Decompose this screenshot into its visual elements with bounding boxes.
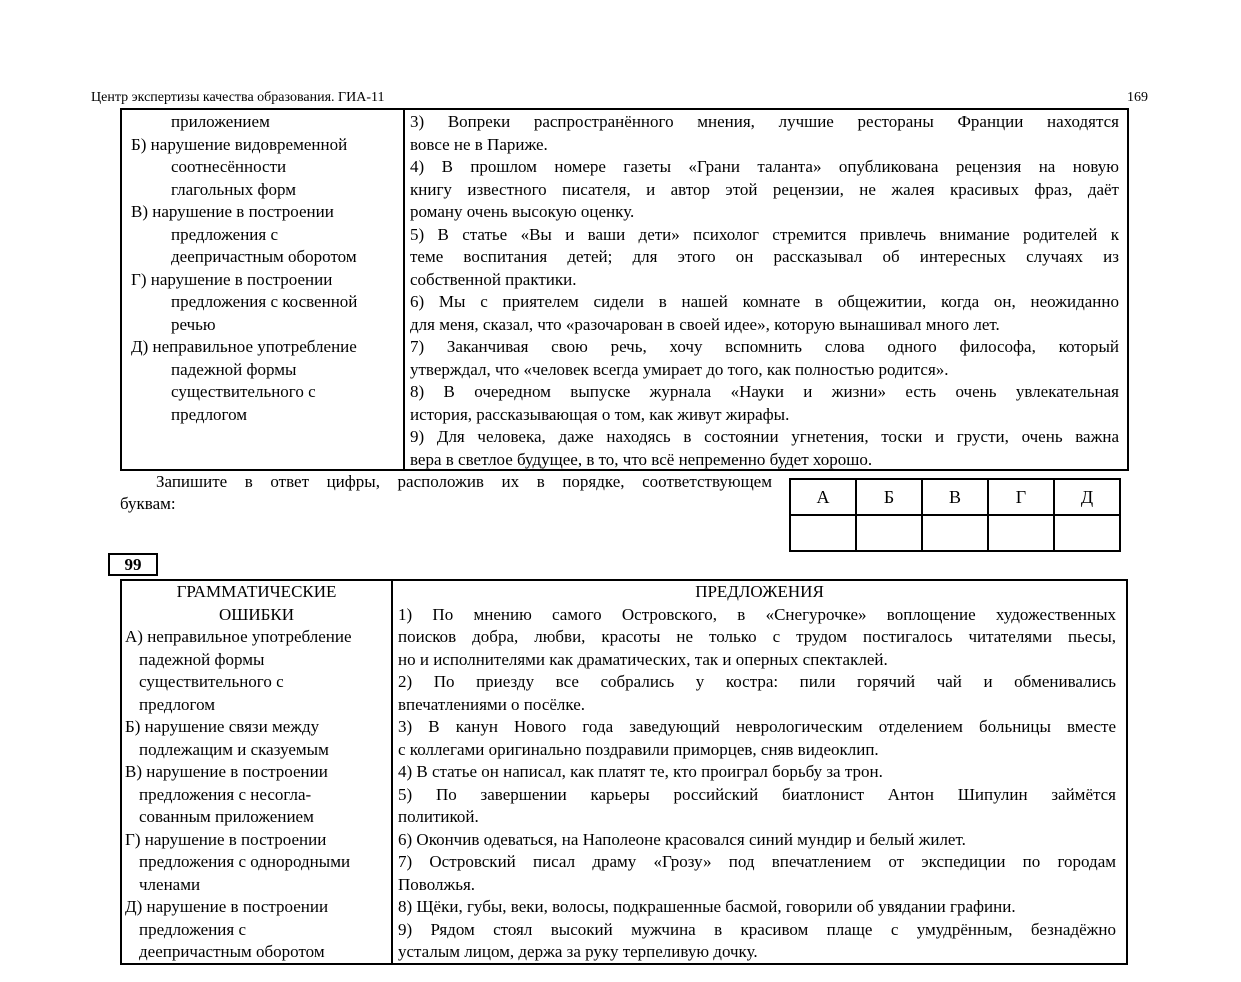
- error-type-line: предложения с косвенной: [171, 292, 358, 311]
- sentence-line: вера в светлое будущее, в то, что всё непременно будет хорошо.: [410, 449, 873, 469]
- error-type-line: Г) нарушение в построении: [131, 269, 333, 289]
- error-type-line: Г) нарушение в построении: [125, 829, 327, 849]
- sentence-line: 7) Заканчивая свою речь, хочу вспомнить слова одного философа, который: [410, 337, 1119, 356]
- answer-input-cell[interactable]: [922, 515, 988, 551]
- sentence-line: поисков добра, любви, красоты не только с трудом постигалось читателями пьесы,: [398, 627, 1116, 646]
- sentence-line: 3) В канун Нового года заведующий неврологическим отделением больницы вместе: [398, 717, 1116, 736]
- sentence-line: 4) В прошлом номере газеты «Грани таланта» опубликована рецензия на новую: [410, 157, 1119, 176]
- sentence-line: 5) В статье «Вы и ваши дети» психолог стремится привлечь внимание родителей к: [410, 224, 1119, 244]
- error-type-line: Д) неправильное употребление: [131, 337, 357, 356]
- error-type-line: глагольных форм: [171, 179, 296, 199]
- page-number: 169: [1127, 90, 1148, 105]
- error-type-line: Б) нарушение видовременной: [131, 134, 348, 154]
- error-type-line: соотнесённости: [171, 157, 287, 176]
- sentence-line: 6) Окончив одеваться, на Наполеоне красовался синий мундир и белый жилет.: [398, 829, 966, 849]
- error-type-line: существительного с: [139, 672, 284, 691]
- sentence-line: 2) По приезду все собрались у костра: пили горячий чай и обменивались: [398, 672, 1116, 691]
- error-type-line: предлогом: [139, 694, 216, 714]
- sentence-line: 9) Для человека, даже находясь в состоянии угнетения, тоски и грусти, очень важна: [410, 427, 1119, 446]
- error-type-line: А) неправильное употребление: [125, 627, 352, 646]
- column-header-errors: ОШИБКИ: [218, 604, 295, 624]
- error-type-line: деепричастным оборотом: [171, 247, 357, 266]
- sentence-line: 5) По завершении карьеры российский биатлонист Антон Шипулин займётся: [398, 784, 1116, 804]
- sentence-line: политикой.: [398, 807, 479, 826]
- error-type-line: деепричастным оборотом: [139, 942, 325, 961]
- answer-letters-row: [790, 479, 1120, 515]
- error-type-line: В) нарушение в построении: [131, 202, 334, 221]
- error-type-line: предложения с: [139, 919, 247, 939]
- answer-letter-cell: Д: [1054, 479, 1120, 515]
- instruction-line-1: Запишите в ответ цифры, расположив их в порядке, соответствующем: [156, 472, 772, 491]
- error-type-line: предложения с однородными: [139, 852, 351, 871]
- instruction-line-2: буквам:: [120, 494, 176, 513]
- answer-letter-cell: Б: [856, 479, 922, 515]
- answer-input-cell[interactable]: [856, 515, 922, 551]
- error-type-line: существительного с: [171, 382, 316, 401]
- sentence-line: роману очень высокую оценку.: [410, 202, 635, 221]
- sentences-column: [405, 110, 1127, 469]
- sentence-line: 8) В очередном выпуске журнала «Науки и жизни» есть очень увлекательная: [410, 382, 1119, 401]
- answer-input-cell[interactable]: [790, 515, 856, 551]
- error-type-line: В) нарушение в построении: [125, 762, 328, 781]
- error-type-line: предложения с несогла-: [139, 784, 312, 804]
- answer-cells-row: [790, 515, 1120, 551]
- column-header-sentences: ПРЕДЛОЖЕНИЯ: [695, 582, 824, 601]
- answer-instruction: [120, 471, 772, 515]
- error-type-line: Б) нарушение связи между: [125, 717, 320, 736]
- sentence-line: теме воспитания детей; для этого он рассказывал об интересных случаях из: [410, 247, 1119, 266]
- error-type-line: предлогом: [171, 404, 248, 424]
- sentence-line: 3) Вопреки распространённого мнения, лучшие рестораны Франции находятся: [410, 112, 1119, 131]
- answer-input-cell[interactable]: [1054, 515, 1120, 551]
- errors-column: [122, 110, 403, 469]
- error-type-line: членами: [139, 874, 201, 894]
- sentence-line: но и исполнителями как драматических, так и оперных спектаклей.: [398, 649, 888, 669]
- sentence-line: 7) Островский писал драму «Грозу» под впечатлением от экспедиции по городам: [398, 852, 1116, 871]
- sentence-line: книгу известного писателя, и автор этой рецензии, не жалея красивых фраз, даёт: [410, 179, 1119, 199]
- sentence-line: для меня, сказал, что «разочарован в своей идее», которую вынашивал много лет.: [410, 314, 1000, 334]
- error-type-line: Д) нарушение в построении: [125, 897, 329, 916]
- answer-letter-cell: В: [922, 479, 988, 515]
- sentence-line: 1) По мнению самого Островского, в «Снегурочке» воплощение художественных: [398, 604, 1116, 624]
- error-type-line: предложения с: [171, 224, 279, 244]
- sentence-line: 6) Мы с приятелем сидели в нашей комнате в общежитии, когда он, неожиданно: [410, 292, 1119, 311]
- sentence-line: 9) Рядом стоял высокий мужчина в красивом плаще с умудрённым, безнадёжно: [398, 919, 1116, 939]
- matching-table-continued: [120, 108, 1129, 471]
- sentence-line: впечатлениями о посёлке.: [398, 694, 586, 714]
- answer-letter-cell: А: [790, 479, 856, 515]
- matching-table: [120, 579, 1128, 965]
- errors-column: [122, 581, 391, 963]
- error-type-line: сованным приложением: [139, 807, 314, 826]
- sentence-line: с коллегами оригинально поздравили приморцев, сняв видеоклип.: [398, 739, 879, 759]
- sentence-line: вовсе не в Париже.: [410, 134, 548, 154]
- sentence-line: история, рассказывающая о том, как живут жирафы.: [410, 404, 790, 424]
- error-type-line: приложением: [171, 112, 270, 131]
- sentences-column: [393, 581, 1126, 963]
- sentence-line: Поволжья.: [398, 874, 476, 894]
- answer-letter-cell: Г: [988, 479, 1054, 515]
- column-header-errors: ГРАММАТИЧЕСКИЕ: [176, 582, 337, 601]
- answer-input-cell[interactable]: [988, 515, 1054, 551]
- sentence-line: 4) В статье он написал, как платят те, кто проиграл борьбу за трон.: [398, 762, 883, 781]
- answer-grid: [789, 478, 1121, 552]
- error-type-line: падежной формы: [171, 359, 297, 379]
- sentence-line: усталым лицом, держа за руку терпеливую дочку.: [398, 942, 758, 961]
- error-type-line: речью: [171, 314, 216, 334]
- error-type-line: падежной формы: [139, 649, 265, 669]
- running-header: Центр экспертизы качества образования. ГИА-11: [91, 90, 385, 105]
- task-number: 99: [108, 553, 158, 576]
- error-type-line: подлежащим и сказуемым: [139, 739, 329, 759]
- sentence-line: собственной практики.: [410, 269, 577, 289]
- sentence-line: утверждал, что «человек всегда умирает до того, как полностью родится».: [410, 359, 949, 379]
- sentence-line: 8) Щёки, губы, веки, волосы, подкрашенные басмой, говорили об увядании графини.: [398, 897, 1016, 916]
